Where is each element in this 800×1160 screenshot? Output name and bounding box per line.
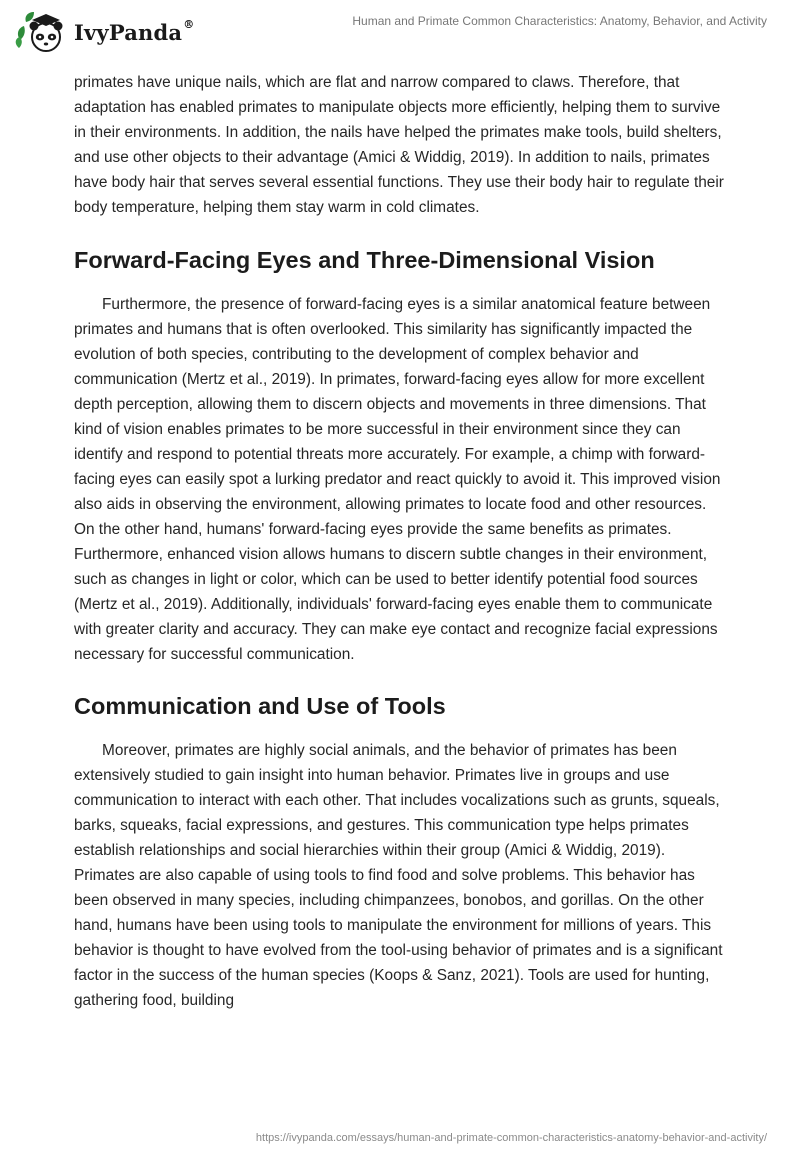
essay-content — [74, 70, 728, 1013]
source-url-link[interactable]: https://ivypanda.com/essays/human-and-primate-common-characteristics-anatomy-behavior-and-activity/ — [255, 1132, 767, 1144]
document-title: Human and Primate Common Characteristics: Anatomy, Behavior, and Activity — [352, 14, 767, 28]
section-heading-vision: Forward-Facing Eyes and Three-Dimensional Vision — [74, 247, 655, 273]
ivypanda-logo[interactable] — [14, 10, 194, 54]
logo-wordmark: IvyPanda® — [74, 17, 195, 45]
section-paragraph-communication: Moreover, primates are highly social animals, and the behavior of primates has been extensively studied to gain insight into human behavior. Primates live in groups and use communication to interact with each other. That includes vocalizations such as grunts, squeals, barks, squeaks, facial expressions, and gestures. This communication type helps primates establish relationships and social hierarchies within their group (Amici & Widdig, 2019). Primates are also capable of using tools to find food and solve problems. This behavior has been observed in many species, including chimpanzees, bonobos, and gorillas. On the other hand, humans have been using tools to manipulate the environment for millions of years. This behavior is thought to have evolved from the tool-using behavior of primates and is a significant factor in the success of the human species (Koops & Sanz, 2021). Tools are used for hunting, gathering food, building — [74, 742, 723, 1009]
section-heading-communication: Communication and Use of Tools — [74, 693, 446, 719]
page-header — [0, 0, 800, 60]
section-paragraph-vision: Furthermore, the presence of forward-facing eyes is a similar anatomical feature between primates and humans that is often overlooked. This similarity has significantly impacted the evolution of both species, contributing to the development of complex behavior and communication (Mertz et al., 2019). In primates, forward-facing eyes allow for more excellent depth perception, allowing them to discern objects and movements in three dimensions. That kind of vision enables primates to be more successful in their environment since they can identify and respond to potential threats more accurately. For example, a chimp with forward-facing eyes can easily spot a lurking predator and react quickly to avoid it. This improved vision also aids in observing the environment, allowing primates to locate food and other resources. On the other hand, humans' forward-facing eyes provide the same benefits as primates. Furthermore, enhanced vision allows humans to discern subtle changes in their environment, such as changes in light or color, which can be used to better identify potential food sources (Mertz et al., 2019). Additionally, individuals' forward-facing eyes enable them to communicate with greater clarity and accuracy. They can make eye contact and recognize facial expressions necessary for successful communication. — [74, 296, 721, 663]
intro-paragraph: primates have unique nails, which are flat and narrow compared to claws. Therefore, that adaptation has enabled primates to manipulate objects more efficiently, helping them to survive in their environments. In addition, the nails have helped the primates make tools, build shelters, and use other objects to their advantage (Amici & Widdig, 2019). In addition to nails, primates have body hair that serves several essential functions. They use their body hair to regulate their body temperature, helping them stay warm in cold climates. — [74, 74, 724, 216]
panda-graduate-icon — [14, 10, 70, 54]
